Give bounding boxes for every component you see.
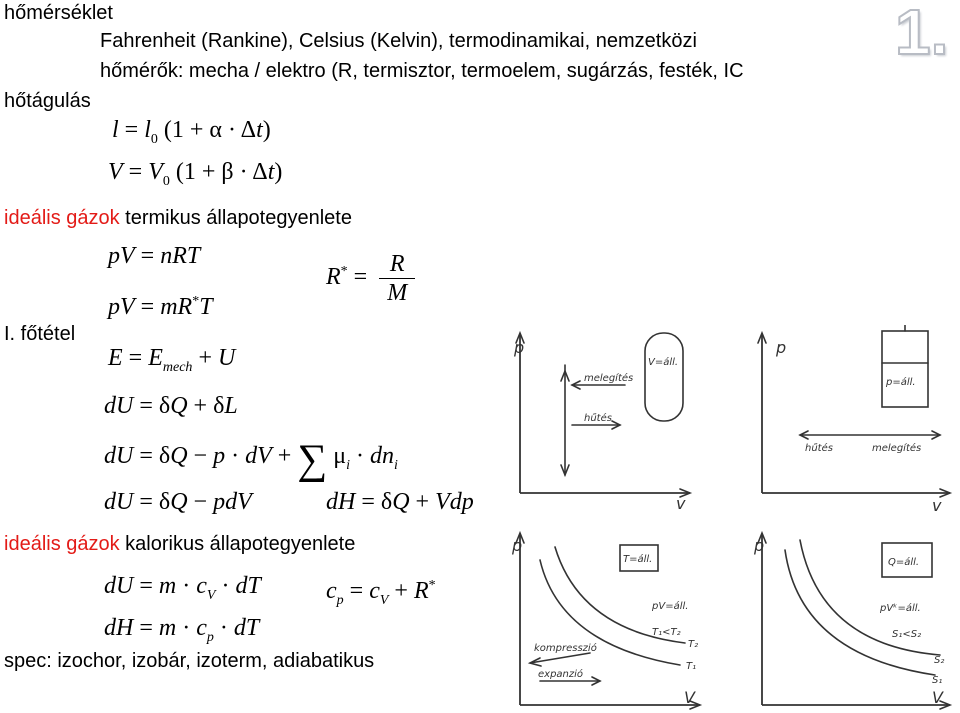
diagram-isobaric xyxy=(758,325,950,515)
d3-p-axis-label: p xyxy=(512,536,523,555)
equation-dh-cp: dH = $m \cdot c_p$ · dT xyxy=(104,615,260,645)
equation-energy: $E = E_{mech} + U$ xyxy=(108,345,236,375)
label-first-law: I. főtétel xyxy=(4,323,76,345)
d4-v-axis-label: V xyxy=(932,688,943,707)
d3-t1-label: T₁ xyxy=(686,661,697,672)
line-thermometers: hőmérők: mecha / elektro (R, termisztor, termoelem, sugárzás, festék, IC xyxy=(100,60,744,82)
heading-caloric-state-equation xyxy=(4,533,355,555)
d4-s2-label: S₂ xyxy=(934,655,945,666)
heading-temperature: hőmérséklet xyxy=(4,2,113,24)
d1-cooling-label: hűtés xyxy=(584,413,612,424)
equation-du-cv: dU = $m \cdot c_V$ · dT xyxy=(104,573,261,603)
d2-v-axis-label: v xyxy=(932,496,942,515)
d4-box-label: Q=áll. xyxy=(888,557,920,568)
d3-t2-label: T₂ xyxy=(688,639,699,650)
equation-du-pdv: dU = δQ − pdV xyxy=(104,489,252,515)
d2-p-axis-label: p xyxy=(776,338,787,357)
process-diagrams xyxy=(500,325,960,713)
line-temperature-scales: Fahrenheit (Rankine), Celsius (Kelvin), termodinamikai, nemzetközi xyxy=(100,30,697,52)
equation-pv-mrt: pV = mR*T xyxy=(108,294,213,320)
d4-eq-label: pVᵏ=áll. xyxy=(880,603,921,614)
equation-volume-expansion: $V = V_0$ (1 + β · Δt) xyxy=(108,159,283,189)
d2-heating-label: melegítés xyxy=(872,443,922,454)
heading-thermal-state-equation xyxy=(4,207,352,229)
diagram-adiabatic xyxy=(753,533,950,709)
ideal-gases-label: ideális gázok xyxy=(4,207,120,229)
equation-du-chemical: dU = δQ − p · dV + ∑ $\mu_i \cdot dn_i$ xyxy=(104,437,398,483)
d3-rel-label: T₁<T₂ xyxy=(652,627,681,638)
d4-rel-label: S₁<S₂ xyxy=(892,629,922,640)
d4-s1-label: S₁ xyxy=(932,675,943,686)
diagram-isothermal xyxy=(511,533,700,709)
equation-cp-cv: $c_p = c_V + R^*$ xyxy=(326,578,436,608)
compression-label: kompresszió xyxy=(534,643,597,654)
d1-p-axis-label: p xyxy=(514,338,525,357)
equation-du-dq-dl: dU = δQ + δL xyxy=(104,393,238,419)
caloric-state-label: kalorikus állapotegyenlete xyxy=(119,533,356,555)
d1-box-label: V=áll. xyxy=(648,357,679,368)
thermal-state-label: termikus állapotegyenlete xyxy=(119,207,352,229)
slide-number: 1. xyxy=(895,0,949,68)
equation-specific-gas-constant: R* = $\frac{R}{M}$ xyxy=(326,250,415,307)
equation-linear-expansion: $l = l_0$ (1 + α · Δt) xyxy=(112,117,271,147)
ideal-gases-label-2: ideális gázok xyxy=(4,533,120,555)
d2-box-label: p=áll. xyxy=(886,377,916,388)
compression-expansion-arrows xyxy=(530,642,600,685)
equation-dh: dH = δQ + Vdp xyxy=(326,489,474,515)
d3-box-label: T=áll. xyxy=(623,554,653,565)
equation-pv-nrt: pV = nRT xyxy=(108,243,201,269)
d1-heating-label: melegítés xyxy=(584,373,634,384)
d4-p-axis-label: p xyxy=(754,536,765,555)
expansion-label: expanzió xyxy=(538,669,584,680)
diagram-isochoric xyxy=(513,333,690,513)
d1-v-axis-label: v xyxy=(676,494,686,513)
footer-processes: spec: izochor, izobár, izoterm, adiabatikus xyxy=(4,650,375,672)
d2-cooling-label: hűtés xyxy=(805,443,833,454)
d3-eq-label: pV=áll. xyxy=(652,601,689,612)
heading-thermal-expansion: hőtágulás xyxy=(4,90,91,112)
d3-v-axis-label: V xyxy=(684,688,695,707)
